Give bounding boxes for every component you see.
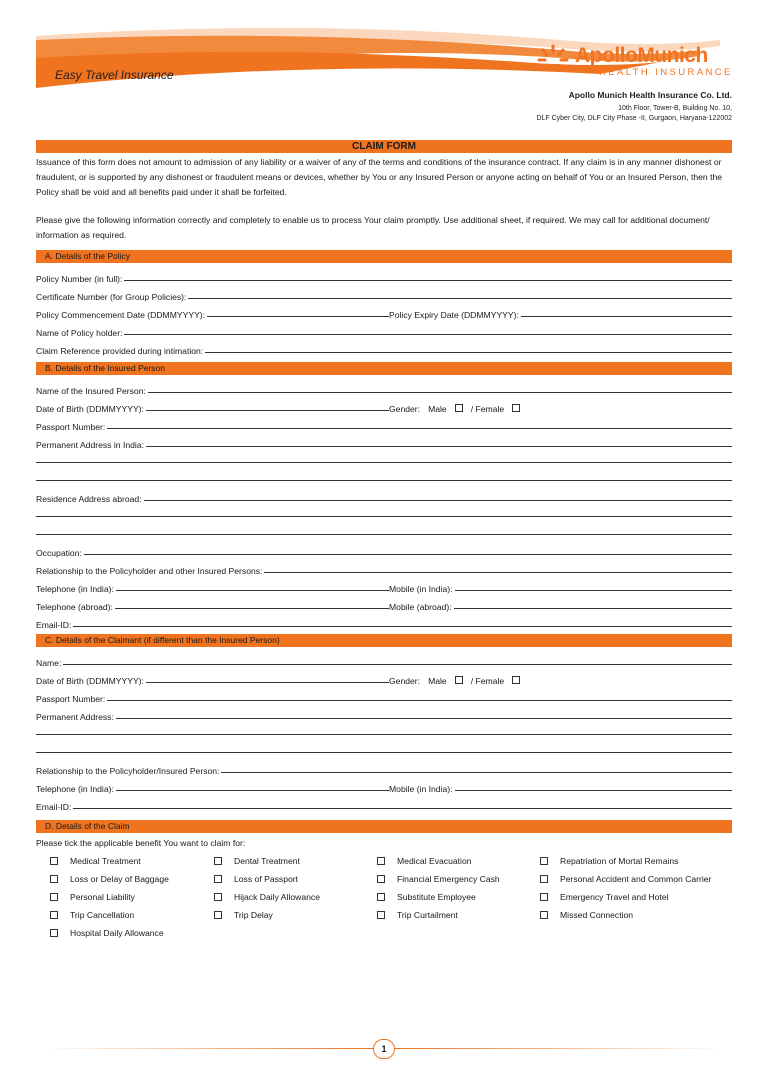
claim-instruction: Please tick the applicable benefit You want to claim for: [36, 838, 246, 848]
benefit-emergency-travel[interactable] [540, 892, 668, 902]
insured-tel-india-line[interactable] [116, 587, 389, 591]
benefit-medical-evacuation[interactable] [377, 856, 472, 866]
benefit-trip-cancellation[interactable] [50, 910, 134, 920]
insured-name-field[interactable] [36, 382, 732, 396]
benefit-missed-connection[interactable] [540, 910, 633, 920]
benefit-checkbox[interactable] [50, 929, 58, 937]
insured-occupation-line[interactable] [84, 551, 732, 555]
policy-number-field[interactable] [36, 270, 732, 284]
claimant-perm-address-line3[interactable] [36, 752, 732, 753]
insured-res-address-line[interactable] [144, 497, 732, 501]
insured-dob-line[interactable] [146, 407, 389, 411]
insured-phone-abroad-row [36, 598, 732, 612]
insured-mob-abroad-label: Mobile (abroad): [389, 602, 452, 612]
benefit-checkbox[interactable] [214, 893, 222, 901]
certificate-number-field[interactable] [36, 288, 732, 302]
claimant-relationship-line[interactable] [221, 769, 732, 773]
expiry-date-line[interactable] [521, 313, 732, 317]
insured-mob-abroad-line[interactable] [454, 605, 732, 609]
policy-holder-label: Name of Policy holder: [36, 328, 123, 338]
insured-mob-india-label: Mobile (in India): [389, 584, 453, 594]
section-d-header: D. Details of the Claim [36, 820, 732, 833]
claimant-perm-address-field[interactable] [36, 708, 732, 722]
insured-perm-address-line2[interactable] [36, 462, 732, 463]
policy-number-label: Policy Number (in full): [36, 274, 123, 284]
benefit-hospital-allowance[interactable] [50, 928, 164, 938]
insured-female-label: / Female [470, 404, 505, 414]
insured-passport-line[interactable] [107, 425, 732, 429]
claimant-perm-address-line2[interactable] [36, 734, 732, 735]
benefit-label: Trip Cancellation [70, 910, 135, 920]
insured-relationship-field[interactable] [36, 562, 732, 576]
insured-tel-abroad-label: Telephone (abroad): [36, 602, 113, 612]
benefit-dental-treatment[interactable] [214, 856, 300, 866]
claimant-male-label: Male [428, 676, 447, 686]
insured-relationship-label: Relationship to the Policyholder and other Insured Persons: [36, 566, 263, 576]
benefit-loss-of-passport[interactable] [214, 874, 298, 884]
claimant-passport-line[interactable] [107, 697, 732, 701]
insured-name-line[interactable] [148, 389, 732, 393]
insured-name-label: Name of the Insured Person: [36, 386, 146, 396]
insured-res-address-line3[interactable] [36, 534, 732, 535]
claimant-email-label: Email-ID: [36, 802, 72, 812]
claimant-dob-row [36, 672, 732, 686]
claimant-female-checkbox[interactable] [512, 676, 520, 684]
company-name: Apollo Munich Health Insurance Co. Ltd. [568, 90, 732, 100]
benefit-checkbox[interactable] [377, 875, 385, 883]
benefit-trip-curtailment[interactable] [377, 910, 458, 920]
benefit-baggage[interactable] [50, 874, 169, 884]
logo-wordmark: ApolloMunich [575, 44, 708, 67]
insured-occupation-field[interactable] [36, 544, 732, 558]
benefit-label: Missed Connection [560, 910, 634, 920]
policy-dates-row [36, 306, 732, 320]
benefit-trip-delay[interactable] [214, 910, 273, 920]
insured-perm-address-line3[interactable] [36, 480, 732, 481]
benefit-checkbox[interactable] [540, 911, 548, 919]
claimant-male-checkbox[interactable] [455, 676, 463, 684]
benefit-label: Loss or Delay of Baggage [70, 874, 169, 884]
insured-email-label: Email-ID: [36, 620, 72, 630]
section-b-header: B. Details of the Insured Person [36, 362, 732, 375]
benefit-label: Dental Treatment [234, 856, 300, 866]
benefit-label: Personal Accident and Common Carrier [560, 874, 712, 884]
certificate-number-line[interactable] [188, 295, 732, 299]
insured-passport-label: Passport Number: [36, 422, 106, 432]
page-number: 1 [373, 1039, 395, 1059]
benefit-hijack-allowance[interactable] [214, 892, 320, 902]
benefit-checkbox[interactable] [214, 911, 222, 919]
insured-tel-india-label: Telephone (in India): [36, 584, 114, 594]
benefit-checkbox[interactable] [540, 875, 548, 883]
claimant-name-field[interactable] [36, 654, 732, 668]
insured-tel-abroad-line[interactable] [115, 605, 389, 609]
insured-res-address-label: Residence Address abroad: [36, 494, 142, 504]
certificate-number-label: Certificate Number (for Group Policies): [36, 292, 187, 302]
section-c-header: C. Details of the Claimant (if different than the Insured Person) [36, 634, 732, 647]
benefit-label: Hijack Daily Allowance [234, 892, 320, 902]
commencement-date-line[interactable] [207, 313, 389, 317]
insured-mob-india-line[interactable] [455, 587, 732, 591]
company-address-line1: 10th Floor, Tower-B, Building No. 10, [618, 105, 732, 112]
section-a-header: A. Details of the Policy [36, 250, 732, 263]
benefit-checkbox[interactable] [214, 857, 222, 865]
claimant-dob-line[interactable] [146, 679, 389, 683]
insured-gender-label: Gender: [389, 404, 421, 414]
insured-male-label: Male [428, 404, 447, 414]
insured-perm-address-field[interactable] [36, 436, 732, 450]
logo-tagline: HEALTH INSURANCE [599, 67, 733, 78]
benefit-checkbox[interactable] [50, 875, 58, 883]
claimant-passport-label: Passport Number: [36, 694, 106, 704]
insured-phone-india-row [36, 580, 732, 594]
product-title: Easy Travel Insurance [55, 68, 174, 82]
expiry-date-label: Policy Expiry Date (DDMMYYYY): [389, 310, 519, 320]
insured-passport-field[interactable] [36, 418, 732, 432]
benefit-label: Repatriation of Mortal Remains [560, 856, 679, 866]
claim-reference-label: Claim Reference provided during intimation: [36, 346, 204, 356]
benefit-label: Emergency Travel and Hotel [560, 892, 669, 902]
insured-email-field[interactable] [36, 616, 732, 630]
benefit-checkbox[interactable] [377, 857, 385, 865]
benefit-checkbox[interactable] [377, 893, 385, 901]
claimant-dob-label: Date of Birth (DDMMYYYY): [36, 676, 144, 686]
benefit-label: Medical Evacuation [397, 856, 472, 866]
logo-sun-icon [533, 42, 573, 78]
insured-male-checkbox[interactable] [455, 404, 463, 412]
claimant-mob-india-label: Mobile (in India): [389, 784, 453, 794]
claimant-name-line[interactable] [63, 661, 732, 665]
benefit-checkbox[interactable] [540, 857, 548, 865]
policy-holder-field[interactable] [36, 324, 732, 338]
claimant-tel-india-label: Telephone (in India): [36, 784, 114, 794]
insured-female-checkbox[interactable] [512, 404, 520, 412]
insured-res-address-line2[interactable] [36, 516, 732, 517]
commencement-date-label: Policy Commencement Date (DDMMYYYY): [36, 310, 206, 320]
claimant-email-field[interactable] [36, 798, 732, 812]
benefit-label: Financial Emergency Cash [397, 874, 500, 884]
benefit-checkbox[interactable] [50, 911, 58, 919]
claimant-name-label: Name: [36, 658, 62, 668]
claimant-passport-field[interactable] [36, 690, 732, 704]
claimant-phone-row [36, 780, 732, 794]
benefit-checkbox[interactable] [50, 893, 58, 901]
policy-holder-line[interactable] [124, 331, 732, 335]
claimant-relationship-label: Relationship to the Policyholder/Insured Person: [36, 766, 220, 776]
benefit-personal-accident[interactable] [540, 874, 711, 884]
insured-perm-address-label: Permanent Address in India: [36, 440, 144, 450]
claimant-mob-india-line[interactable] [455, 787, 732, 791]
benefit-label: Medical Treatment [70, 856, 141, 866]
benefit-checkbox[interactable] [214, 875, 222, 883]
benefit-label: Trip Delay [234, 910, 273, 920]
insured-res-address-field[interactable] [36, 490, 732, 504]
form-title: CLAIM FORM [36, 140, 732, 153]
claimant-tel-india-line[interactable] [116, 787, 389, 791]
benefit-repatriation[interactable] [540, 856, 678, 866]
claimant-perm-address-line[interactable] [116, 715, 732, 719]
footer-rule-right [395, 1048, 728, 1049]
insured-occupation-label: Occupation: [36, 548, 82, 558]
insured-perm-address-line[interactable] [146, 443, 732, 447]
insured-email-line[interactable] [73, 623, 732, 627]
company-logo [533, 42, 738, 82]
claim-reference-line[interactable] [205, 349, 732, 353]
policy-number-line[interactable] [124, 277, 732, 281]
claimant-gender-label: Gender: [389, 676, 421, 686]
claimant-relationship-field[interactable] [36, 762, 732, 776]
benefit-checkbox[interactable] [540, 893, 548, 901]
insured-dob-row [36, 400, 732, 414]
intro-instructions: Please give the following information correctly and completely to enable us to process Your claim promptly. Use additional sheet, if required. We may call for additional document/ information as required. [36, 215, 710, 240]
benefit-label: Loss of Passport [234, 874, 299, 884]
claimant-email-line[interactable] [73, 805, 732, 809]
benefit-personal-liability[interactable] [50, 892, 135, 902]
benefit-label: Personal Liability [70, 892, 135, 902]
benefit-medical-treatment[interactable] [50, 856, 141, 866]
intro-disclaimer: Issuance of this form does not amount to admission of any liability or a waiver of any of the terms and conditions of the insurance contract. If any claim is in any manner dishonest or fraudulent, or is supported by any dishonest or fraudulent means or devices, whether by You or any Insured Person or anyone acting on behalf of You or an Insured Person, then the Policy shall be void and all benefits paid under it shall be forfeited. [36, 157, 723, 197]
claimant-female-label: / Female [470, 676, 505, 686]
insured-relationship-line[interactable] [264, 569, 732, 573]
company-address-line2: DLF Cyber City, DLF City Phase -II, Gurgaon, Haryana-122002 [536, 115, 732, 122]
footer-rule-left [40, 1048, 373, 1049]
benefit-label: Substitute Employee [397, 892, 476, 902]
benefit-label: Trip Curtailment [397, 910, 458, 920]
benefit-label: Hospital Daily Allowance [70, 928, 164, 938]
claimant-perm-address-label: Permanent Address: [36, 712, 114, 722]
claim-reference-field[interactable] [36, 342, 732, 356]
benefit-emergency-cash[interactable] [377, 874, 500, 884]
insured-dob-label: Date of Birth (DDMMYYYY): [36, 404, 144, 414]
benefit-checkbox[interactable] [377, 911, 385, 919]
benefit-checkbox[interactable] [50, 857, 58, 865]
benefit-substitute-employee[interactable] [377, 892, 476, 902]
